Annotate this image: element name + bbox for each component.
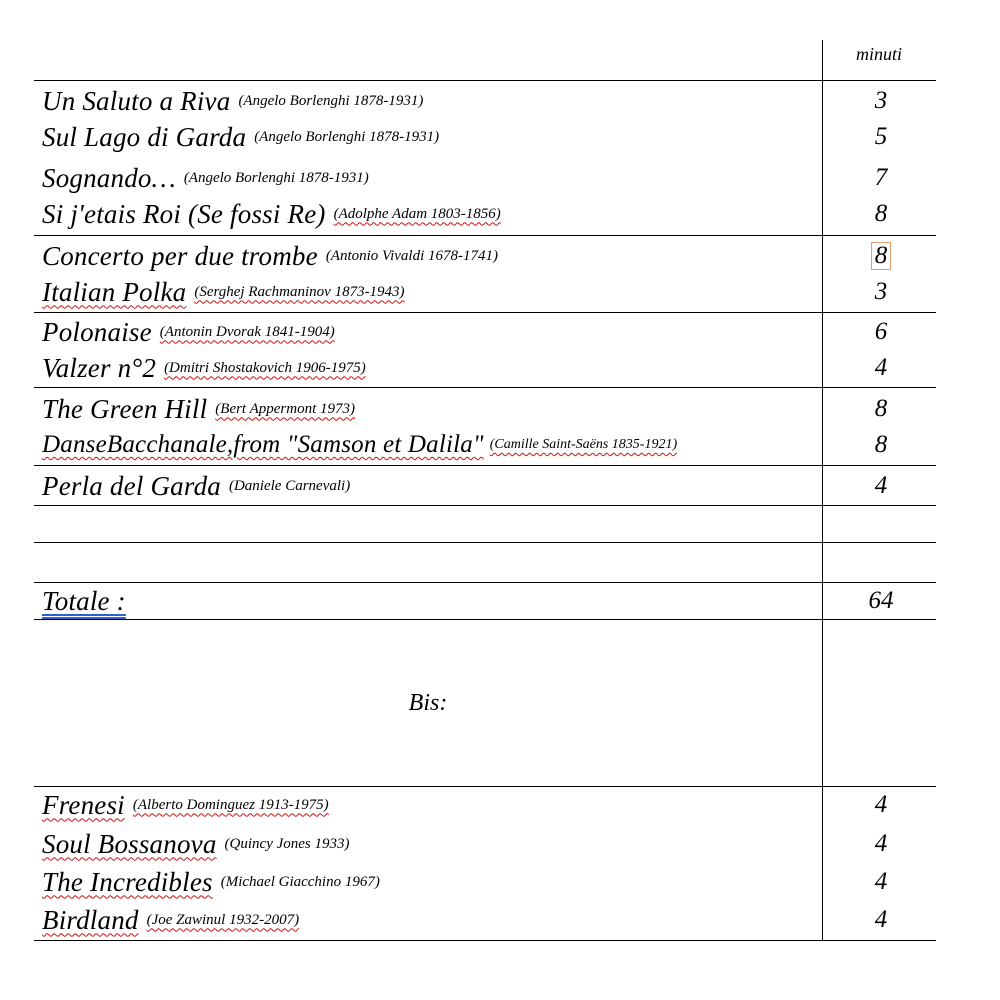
piece-minutes: 4 (874, 791, 888, 818)
piece-title: Polonaise (42, 316, 152, 347)
program-row (42, 427, 817, 463)
encore-row (42, 826, 817, 862)
piece-title: Birdland (42, 904, 139, 935)
piece-composer: (Quincy Jones 1933) (224, 835, 350, 852)
piece-minutes: 4 (874, 830, 888, 857)
piece-title: Valzer n°2 (42, 352, 157, 383)
piece-composer: (Angelo Borlenghi 1878-1931) (254, 128, 440, 145)
piece-composer: (Joe Zawinul 1932-2007) (146, 911, 300, 928)
program-row (42, 160, 817, 196)
piece-minutes: 3 (874, 278, 888, 305)
piece-minutes (822, 238, 940, 274)
rule-top (34, 80, 936, 81)
piece-minutes: 3 (874, 87, 888, 114)
piece-composer: (Antonin Dvorak 1841-1904) (159, 323, 335, 340)
encore-row (42, 864, 817, 900)
rule-group-2 (34, 312, 936, 313)
program-row (42, 238, 817, 274)
piece-title: Sul Lago di Garda (42, 121, 247, 152)
piece-composer: (Serghej Rachmaninov 1873-1943) (194, 283, 405, 300)
piece-minutes: 4 (874, 354, 888, 381)
piece-minutes: 4 (874, 472, 888, 499)
rule-group-4 (34, 465, 936, 466)
program-row (42, 196, 817, 232)
piece-composer: (Adolphe Adam 1803-1856) (333, 205, 501, 222)
program-row (42, 468, 817, 504)
rule-group-1 (34, 235, 936, 236)
piece-title: Concerto per due trombe (42, 240, 318, 271)
piece-composer: (Michael Giacchino 1967) (220, 873, 380, 890)
piece-minutes: 8 (874, 431, 888, 458)
minutes-header: minuti (855, 44, 902, 64)
piece-composer: (Alberto Dominguez 1913-1975) (132, 796, 329, 813)
piece-composer: (Bert Appermont 1973) (215, 400, 355, 417)
encore-row (42, 787, 817, 823)
piece-title: Italian Polka (42, 276, 187, 307)
piece-title: Frenesi (42, 789, 125, 820)
program-row (42, 391, 817, 427)
rule-empty-1 (34, 542, 936, 543)
piece-composer: (Angelo Borlenghi 1878-1931) (183, 169, 369, 186)
piece-minutes: 4 (874, 906, 888, 933)
program-row (42, 314, 817, 350)
rule-total (34, 619, 936, 620)
total-label: Totale : (42, 585, 126, 616)
piece-minutes: 6 (874, 318, 888, 345)
rule-group-5 (34, 505, 936, 506)
piece-title: Soul Bossanova (42, 828, 217, 859)
piece-title: DanseBacchanale,from "Samson et Dalila" (42, 431, 484, 458)
piece-minutes: 5 (874, 123, 888, 150)
piece-title: Sognando… (42, 162, 176, 193)
piece-minutes: 7 (874, 164, 888, 191)
piece-composer: (Angelo Borlenghi 1878-1931) (238, 92, 424, 109)
rule-bottom (34, 940, 936, 941)
piece-composer: (Camille Saint-Saëns 1835-1921) (489, 437, 678, 452)
piece-composer: (Dmitri Shostakovich 1906-1975) (164, 359, 366, 376)
piece-minutes: 4 (874, 868, 888, 895)
program-row (42, 83, 817, 119)
total-minutes: 64 (868, 587, 894, 614)
piece-minutes: 8 (874, 395, 888, 422)
piece-title: The Green Hill (42, 393, 208, 424)
piece-title: Perla del Garda (42, 470, 221, 501)
piece-title: The Incredibles (42, 866, 213, 897)
piece-title: Un Saluto a Riva (42, 85, 231, 116)
bis-label: Bis: (408, 690, 448, 716)
program-row (42, 119, 817, 155)
total-row (42, 583, 817, 619)
program-row (42, 350, 817, 386)
cursor-box: 8 (871, 242, 892, 270)
rule-group-3 (34, 387, 936, 388)
piece-minutes: 8 (874, 200, 888, 227)
piece-composer: (Antonio Vivaldi 1678-1741) (325, 247, 499, 264)
program-row (42, 274, 817, 310)
piece-composer: (Daniele Carnevali) (228, 477, 351, 494)
piece-title: Si j'etais Roi (Se fossi Re) (42, 198, 326, 229)
encore-row (42, 902, 817, 938)
